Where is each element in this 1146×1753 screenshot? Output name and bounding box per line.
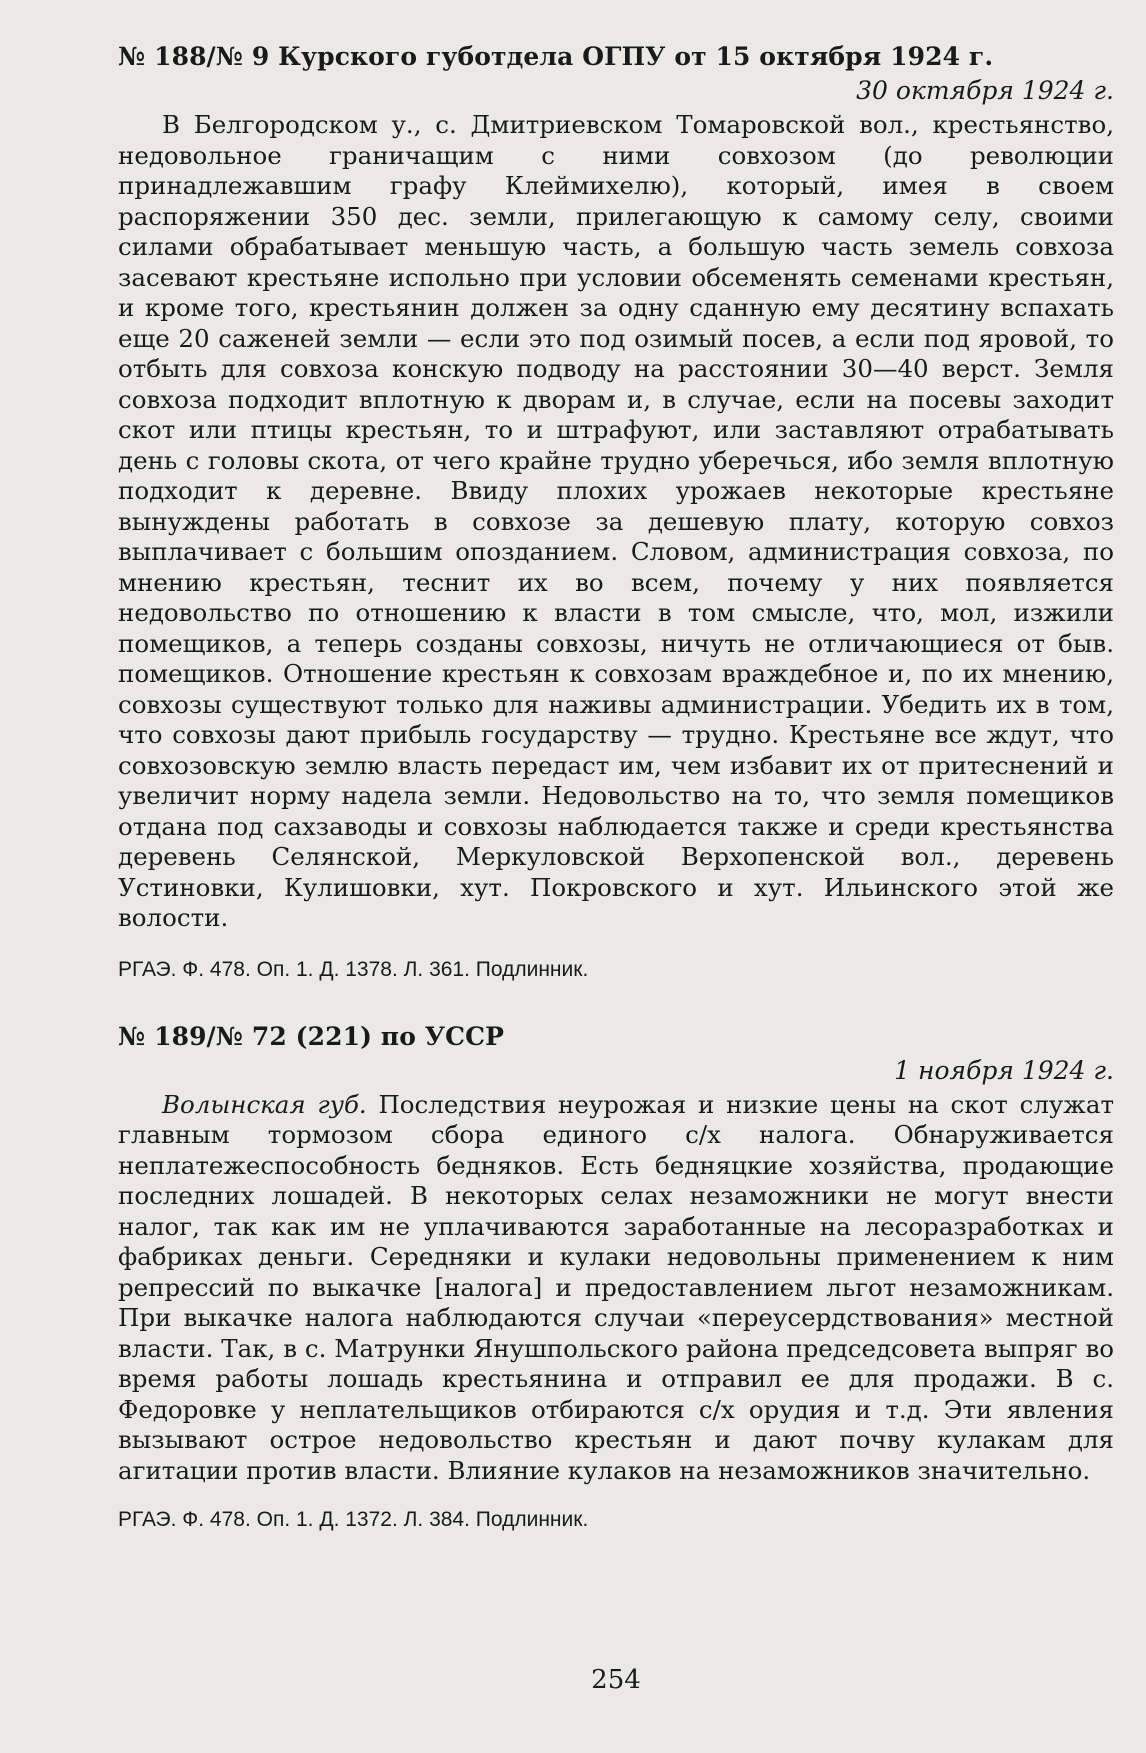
document-188 bbox=[118, 40, 1114, 984]
archive-reference: РГАЭ. Ф. 478. Оп. 1. Д. 1372. Л. 384. Подлинник. bbox=[118, 1508, 589, 1531]
document-body: В Белгородском у., с. Дмитриевском Томаровской вол., крестьянство, недовольное граничащим с ними совхозом (до революции принадлежавшим графу Клеймихелю), который, имея в своем распоряжении 350 дес. земли, прилегающую к самому селу, своими силами обрабатывает меньшую часть, а большую часть земель совхоза засевают крестьяне испольно при условии обсеменять семенами крестьян, и кроме того, крестьянин должен за одну сданную ему десятину вспахать еще 20 саженей земли — если это под озимый посев, а если под яровой, то отбыть для совхоза конскую подводу на расстоянии 30—40 верст. Земля совхоза подходит вплотную к дворам и, в случае, если на посевы заходит скот или птицы крестьян, то и штрафуют, или заставляют отрабатывать день с головы скота, от чего крайне трудно уберечься, ибо земля вплотную подходит к деревне. Ввиду плохих урожаев некоторые крестьяне вынуждены работать в совхозе за дешевую плату, которую совхоз выплачивает с большим опозданием. Словом, администрация совхоза, по мнению крестьян, теснит их во всем, почему у них появляется недовольство по отношению к власти в том смысле, что, мол, изжили помещиков, а теперь созданы совхозы, ничуть не отличающиеся от быв. помещиков. Отношение крестьян к совхозам враждебное и, по их мнению, совхозы существуют только для наживы администрации. Убедить их в том, что совхозы дают прибыль государству — трудно. Крестьяне все ждут, что совхозовскую землю власть передаст им, чем избавит их от притеснений и увеличит норму надела земли. Недовольство на то, что земля помещиков отдана под сахзаводы и совхозы наблюдается также и среди крестьянства деревень Селянской, Меркуловской Верхопенской вол., деревень Устиновки, Кулишовки, хут. Покровского и хут. Ильинского этой же волости. bbox=[118, 110, 1114, 932]
document-body bbox=[118, 1090, 1114, 1487]
document-189 bbox=[118, 1020, 1114, 1535]
archive-reference: РГАЭ. Ф. 478. Оп. 1. Д. 1378. Л. 361. Подлинник. bbox=[118, 957, 589, 981]
document-heading: № 188/№ 9 Курского губотдела ОГПУ от 15 октября 1924 г. bbox=[118, 42, 994, 71]
region-name: Волынская губ. bbox=[162, 1089, 367, 1119]
document-date: 1 ноября 1924 г. bbox=[894, 1055, 1114, 1085]
document-heading: № 189/№ 72 (221) по УССР bbox=[118, 1021, 505, 1051]
body-text: Последствия неурожая и низкие цены на скот служат главным тормозом сбора единого с/х налога. Обнаруживается неплатежеспособность бедняков. Есть бедняцкие хозяйства, продающие последних лошадей. В некоторых селах незаможники не могут внести налог, так как им не уплачиваются заработанные на лесоразработках и фабриках деньги. Середняки и кулаки недовольны применением к ним репрессий по выкачке [налога] и предоставлением льгот незаможникам. При выкачке налога наблюдаются случаи «переусердствования» местной власти. Так, в с. Матрунки Янушпольского района председсовета выпряг во время работы лошадь крестьянина и отправил ее для продажи. В с. Федоровке у неплательщиков отбираются с/х орудия и т.д. Эти явления вызывают острое недовольство крестьян и дают почву кулакам для агитации против власти. Влияние кулаков на незаможников значительно. bbox=[118, 1089, 1114, 1485]
page-number: 254 bbox=[591, 1665, 641, 1695]
document-date: 30 октября 1924 г. bbox=[856, 76, 1114, 105]
document-page bbox=[118, 40, 1114, 1695]
